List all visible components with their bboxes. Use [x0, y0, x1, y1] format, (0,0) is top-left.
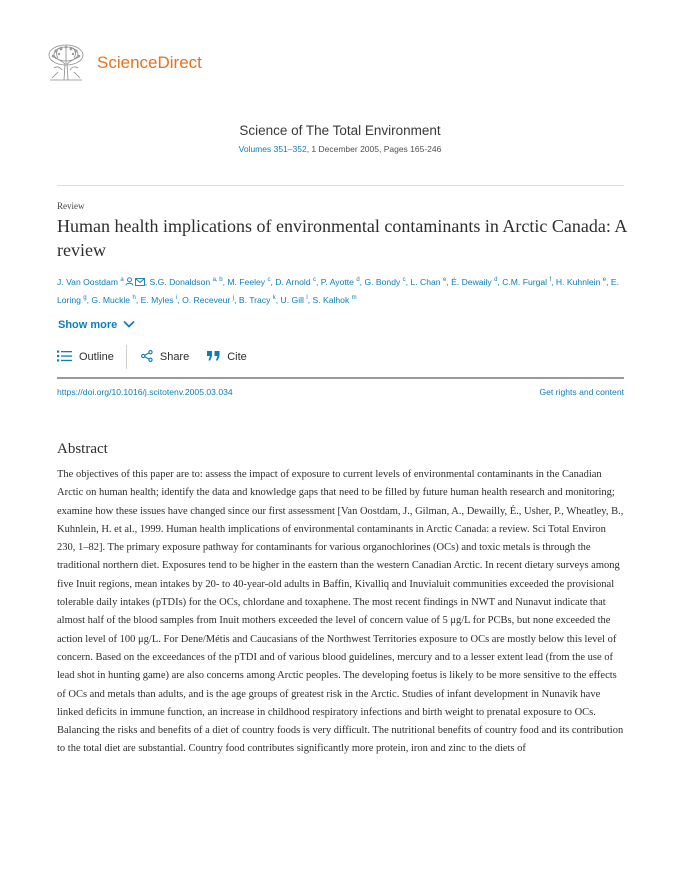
abstract-heading: Abstract: [57, 441, 108, 457]
share-button[interactable]: [141, 350, 189, 365]
doi-link[interactable]: https://doi.org/10.1016/j.scitotenv.2005.03.034: [57, 387, 233, 397]
elsevier-logo-icon[interactable]: [44, 42, 88, 82]
author-link[interactable]: É. Dewaily $^d$: [451, 277, 498, 287]
share-label: Share: [159, 351, 190, 363]
author-link[interactable]: E. Loring $^g$: [57, 277, 619, 305]
person-icon: [125, 275, 134, 292]
author-link[interactable]: L. Chan $^e$: [410, 277, 447, 287]
issue-info: [0, 144, 680, 154]
envelope-icon: [135, 275, 145, 292]
volume-link[interactable]: Volumes 351–352: [238, 144, 307, 154]
author-link[interactable]: U. Gill $^l$: [280, 294, 308, 305]
divider: [57, 185, 624, 186]
issue-details: , 1 December 2005, Pages 165-246: [306, 144, 442, 154]
author-link[interactable]: B. Tracy $^k$: [238, 294, 276, 305]
article-type: Review: [57, 201, 85, 211]
outline-label: Outline: [79, 351, 114, 363]
quote-icon: [207, 351, 220, 364]
show-more-label: Show more: [58, 319, 118, 331]
author-link[interactable]: E. Myles $^i$: [140, 294, 178, 305]
author-link[interactable]: S.G. Donaldson $^{a, b}$: [149, 277, 223, 287]
outline-button[interactable]: [57, 350, 114, 365]
chevron-down-icon: [123, 319, 135, 331]
divider: [57, 377, 624, 379]
share-icon: [141, 350, 153, 365]
rights-link[interactable]: Get rights and content: [539, 387, 624, 397]
cite-button[interactable]: [207, 351, 247, 364]
author-list: J. Van Oostdam $^a$ , S.G. Donaldson $^{a, b}$, M. Feeley $^c$, D. Arnold $^c$, P. Ayotte $^d$, G. Bondy $^c$, L. Chan $^e$, É. Dewaily $^d$, C.M. Furgal $^f$, H. Kuhnlein $^e$, E. Loring $^g$, G. Muckle $^h$, E. Myles $^i$, O. Receveur $^j$, B. Tracy $^k$, U. Gill $^l$, S. Kalhok $^m$: [57, 277, 619, 305]
author-link[interactable]: P. Ayotte $^d$: [320, 277, 360, 287]
journal-title[interactable]: Science of The Total Environment: [239, 123, 441, 138]
author-link[interactable]: C.M. Furgal $^f$: [502, 277, 552, 287]
author-link[interactable]: S. Kalhok $^m$: [312, 294, 357, 305]
author-link[interactable]: J. Van Oostdam $^a$: [57, 277, 145, 287]
author-link[interactable]: G. Muckle $^h$: [91, 294, 136, 305]
article-title: Human health implications of environmental contaminants in Arctic Canada: A review: [57, 216, 627, 260]
author-link[interactable]: O. Receveur $^j$: [182, 294, 235, 305]
author-link[interactable]: H. Kuhnlein $^e$: [555, 277, 607, 287]
abstract-text: The objectives of this paper are to: assess the impact of exposure to current levels of environmental contaminants in the Canadian Arctic on human health; identify the data and knowledge gaps that need to be filled by future human health research and monitoring; examine how these issues have changed since our first assessment [Van Oostdam, J., Gilman, A., Dewailly, É., Usher, P., Wheatley, B., Kuhnlein, H. et al., 1999. Human health implications of environmental contaminants in Arctic Canada: a review. Sci Total Environ 230, 1–82]. The primary exposure pathway for contaminants for various organochlorines (OCs) and toxic metals is through the traditional northern diet. Exposures tend to be higher in the eastern than the western Canadian Arctic. In recent dietary surveys among five Inuit regions, mean intakes by 20- to 40-year-old adults in Baffin, Kivalliq and Inuvialuit communities exceeded the provisional tolerable daily intakes (pTDIs) for the OCs, chlordane and toxaphene. The most recent findings in NWT and Nunavut indicate that almost half of the blood samples from Inuit mothers exceeded the level of concern value of 5 μg/L for PCBs, but none exceeded the action level of 100 μg/L. For Dene/Métis and Caucasians of the Northwest Territories exposure to OCs are mostly below this level of concern. Based on the exceedances of the pTDI and of various blood guidelines, mercury and to a lesser extent lead (from the use of lead shot in hunting game) are also concerns among Arctic peoples. The developing foetus is likely to be more sensitive to the effects of OCs and metals than adults, and is the age groups of greatest risk in the Arctic. Studies of infant development in Nunavik have linked deficits in immune function, an increase in childhood respiratory infections and birth weight to prenatal exposure to OCs. Balancing the risks and benefits of a diet of country foods is very difficult. The nutritional benefits of country food and its contribution to the total diet are substantial. Country food contributes significantly more protein, iron and zinc to the diets of: [57, 469, 624, 755]
sciencedirect-brand[interactable]: ScienceDirect: [97, 53, 202, 72]
list-icon: [57, 350, 72, 365]
cite-label: Cite: [227, 351, 247, 363]
article-toolbar: [57, 344, 247, 370]
author-link[interactable]: M. Feeley $^c$: [227, 277, 271, 287]
toolbar-divider: [126, 345, 127, 369]
show-more-button[interactable]: [58, 319, 135, 331]
author-link[interactable]: G. Bondy $^c$: [364, 277, 406, 287]
author-link[interactable]: D. Arnold $^c$: [275, 277, 317, 287]
